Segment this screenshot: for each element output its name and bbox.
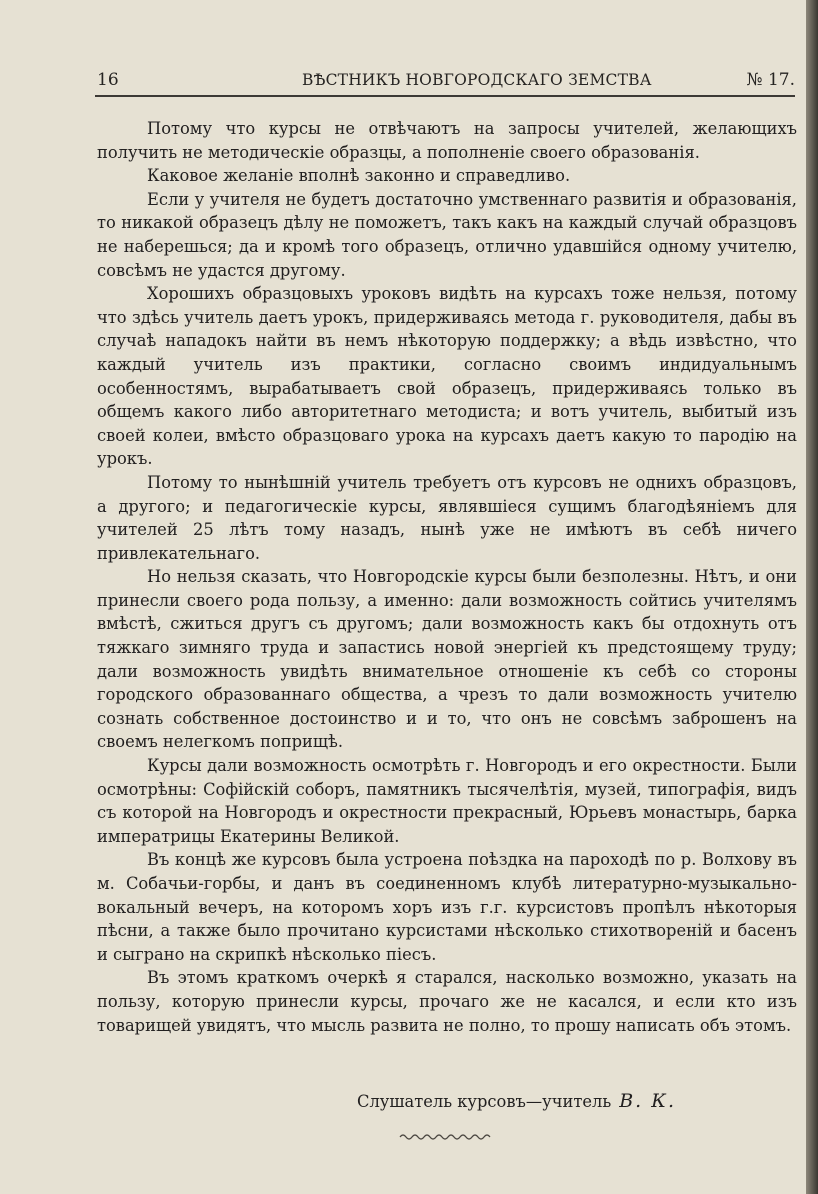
paragraph: Въ этомъ краткомъ очеркѣ я старался, насколько возможно, указать на пользу, которую принесли курсы, прочаго же не касался, и если кто изъ товарищей увидятъ, что мысль развита не полно, то прошу написать объ этомъ. xyxy=(97,968,797,1035)
paragraph: Курсы дали возможность осмотрѣть г. Новгородъ и его окрестности. Были осмотрѣны: Софійскій соборъ, памятникъ тысячелѣтія, музей, типографія, видъ съ которой на Новгородъ и окрестности прекрасный, Юрьевъ монастырь, барка императрицы Екатерины Великой. xyxy=(97,756,797,846)
author-initials: В. К. xyxy=(619,1090,676,1112)
signature xyxy=(357,1090,676,1112)
paragraph: Потому то нынѣшній учитель требуетъ отъ курсовъ не однихъ образцовъ, а другого; и педагогическіе курсы, являвшіеся сущимъ благодѣяніемъ для учителей 25 лѣтъ тому назадъ, нынѣ уже не имѣютъ въ себѣ ничего привлекательнаго. xyxy=(97,472,797,563)
journal-title: ВѢСТНИКЪ НОВГОРОДСКАГО ЗЕМСТВА xyxy=(302,71,652,89)
article-body xyxy=(97,117,797,1037)
page-number: 16 xyxy=(97,70,119,90)
paragraph: Но нельзя сказать, что Новгородскіе курсы были безполезны. Нѣтъ, и они принесли своего рода пользу, а именно: дали возможность сойтись учителямъ вмѣстѣ, сжиться другъ съ другомъ; дали возможность какъ бы отдохнуть отъ тяжкаго зимняго труда и запастись новой энергіей къ предстоящему труду; дали возможность увидѣть внимательное отношеніе къ себѣ со стороны городского образованнаго общества, а чрезъ то дали возможность учителю сознать собственное достоинство и и то, что онъ не совсѣмъ заброшенъ на своемъ нелегкомъ поприщѣ. xyxy=(97,567,797,752)
paragraph: Каковое желаніе вполнѣ законно и справедливо. xyxy=(147,166,571,186)
book-spine-edge xyxy=(806,0,818,1194)
paragraph: Потому что курсы не отвѣчаютъ на запросы учителей, желающихъ получить не методическіе образцы, а пополненіе своего образованія. xyxy=(97,119,797,162)
paragraph: Если у учителя не будетъ достаточно умственнаго развитія и образованія, то никакой образецъ дѣлу не поможетъ, такъ какъ на каждый случай образцовъ не наберешься; да и кромѣ того образецъ, отлично удавшійся одному учителю, совсѣмъ не удастся другому. xyxy=(97,189,797,280)
paragraph: Въ концѣ же курсовъ была устроена поѣздка на пароходѣ по р. Волхову въ м. Собачьи-горбы, и данъ въ соединенномъ клубѣ литературно-музыкально-вокальный вечеръ, на которомъ хоръ изъ г.г. курсистовъ пропѣлъ нѣкоторыя пѣсни, а также было прочитано курсистами нѣсколько стихотвореній и басенъ и сыграно на скрипкѣ нѣсколько піесъ. xyxy=(97,850,797,964)
header-rule xyxy=(95,95,795,97)
signature-text: Слушатель курсовъ—учитель xyxy=(357,1092,612,1111)
page-header xyxy=(97,70,795,94)
wavy-divider-ornament xyxy=(398,1132,494,1142)
issue-number: № 17. xyxy=(746,70,795,90)
paragraph: Хорошихъ образцовыхъ уроковъ видѣть на курсахъ тоже нельзя, потому что здѣсь учитель даетъ урокъ, придерживаясь метода г. руководителя, дабы въ случаѣ нападокъ найти въ немъ нѣкоторую поддержку; а вѣдь извѣстно, что каждый учитель изъ практики, согласно своимъ индидуальнымъ особенностямъ, вырабатываетъ свой образецъ, придерживаясь только въ общемъ какого либо авторитетнаго методиста; и вотъ учитель, выбитый изъ своей колеи, вмѣсто образцоваго урока на курсахъ даетъ какую то пародію на урокъ. xyxy=(97,284,797,469)
